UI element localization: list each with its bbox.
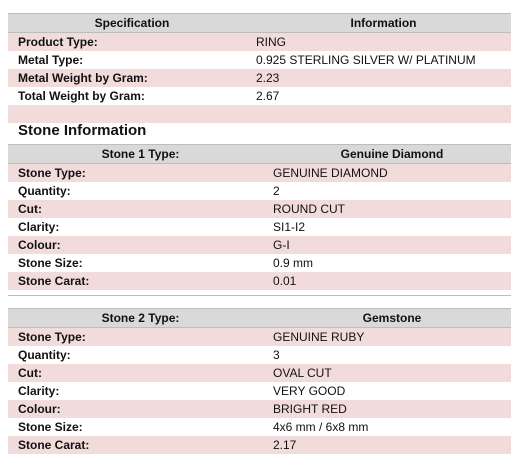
row-value: 3 xyxy=(263,346,511,364)
row-value: OVAL CUT xyxy=(263,364,511,382)
row-label: Cut: xyxy=(8,364,263,382)
row-label: Clarity: xyxy=(8,382,263,400)
table-row xyxy=(8,400,511,418)
table-row xyxy=(8,51,511,69)
table-row xyxy=(8,87,511,105)
table-header-row xyxy=(8,145,511,164)
row-value: ROUND CUT xyxy=(263,200,511,218)
row-value: GENUINE RUBY xyxy=(263,328,511,347)
row-label: Stone Carat: xyxy=(8,436,263,454)
table-row xyxy=(8,328,511,347)
table-row xyxy=(8,436,511,454)
table-header-row xyxy=(8,309,511,328)
row-value: 0.01 xyxy=(263,272,511,290)
header-specification: Specification xyxy=(8,14,246,33)
row-label: Stone Size: xyxy=(8,254,263,272)
table-row xyxy=(8,364,511,382)
row-value: 2.17 xyxy=(263,436,511,454)
table-row xyxy=(8,236,511,254)
row-value: G-I xyxy=(263,236,511,254)
header-stone2-type: Stone 2 Type: xyxy=(8,309,263,328)
row-label: Colour: xyxy=(8,400,263,418)
table-row xyxy=(8,254,511,272)
row-value: BRIGHT RED xyxy=(263,400,511,418)
row-label: Metal Weight by Gram: xyxy=(8,69,246,87)
row-label: Quantity: xyxy=(8,346,263,364)
row-value: 0.9 mm xyxy=(263,254,511,272)
row-value: 4x6 mm / 6x8 mm xyxy=(263,418,511,436)
row-label: Stone Size: xyxy=(8,418,263,436)
row-label: Stone Type: xyxy=(8,164,263,183)
table-spacer-row xyxy=(8,105,511,123)
table-row xyxy=(8,346,511,364)
row-label: Clarity: xyxy=(8,218,263,236)
row-value: 2 xyxy=(263,182,511,200)
header-stone2-value: Gemstone xyxy=(263,309,511,328)
header-stone1-type: Stone 1 Type: xyxy=(8,145,263,164)
header-information: Information xyxy=(246,14,511,33)
row-label: Quantity: xyxy=(8,182,263,200)
stone2-table xyxy=(8,308,511,454)
row-value: VERY GOOD xyxy=(263,382,511,400)
stone1-table xyxy=(8,144,511,290)
header-stone1-value: Genuine Diamond xyxy=(263,145,511,164)
table-header-row xyxy=(8,14,511,33)
row-value: 0.925 STERLING SILVER W/ PLATINUM xyxy=(246,51,511,69)
table-row xyxy=(8,218,511,236)
table-row xyxy=(8,164,511,183)
row-value: SI1-I2 xyxy=(263,218,511,236)
row-label: Stone Type: xyxy=(8,328,263,347)
row-label: Metal Type: xyxy=(8,51,246,69)
row-label: Colour: xyxy=(8,236,263,254)
table-row xyxy=(8,182,511,200)
row-value: RING xyxy=(246,33,511,52)
table-row xyxy=(8,382,511,400)
row-value: 2.67 xyxy=(246,87,511,105)
row-value: GENUINE DIAMOND xyxy=(263,164,511,183)
row-label: Total Weight by Gram: xyxy=(8,87,246,105)
row-value: 2.23 xyxy=(246,69,511,87)
specification-table xyxy=(8,13,511,123)
row-label: Stone Carat: xyxy=(8,272,263,290)
table-row xyxy=(8,69,511,87)
row-label: Cut: xyxy=(8,200,263,218)
table-row xyxy=(8,200,511,218)
table-row xyxy=(8,418,511,436)
stone-information-title: Stone Information xyxy=(18,122,147,139)
table-row xyxy=(8,33,511,52)
table-row xyxy=(8,272,511,290)
row-label: Product Type: xyxy=(8,33,246,52)
section-divider xyxy=(8,295,511,296)
